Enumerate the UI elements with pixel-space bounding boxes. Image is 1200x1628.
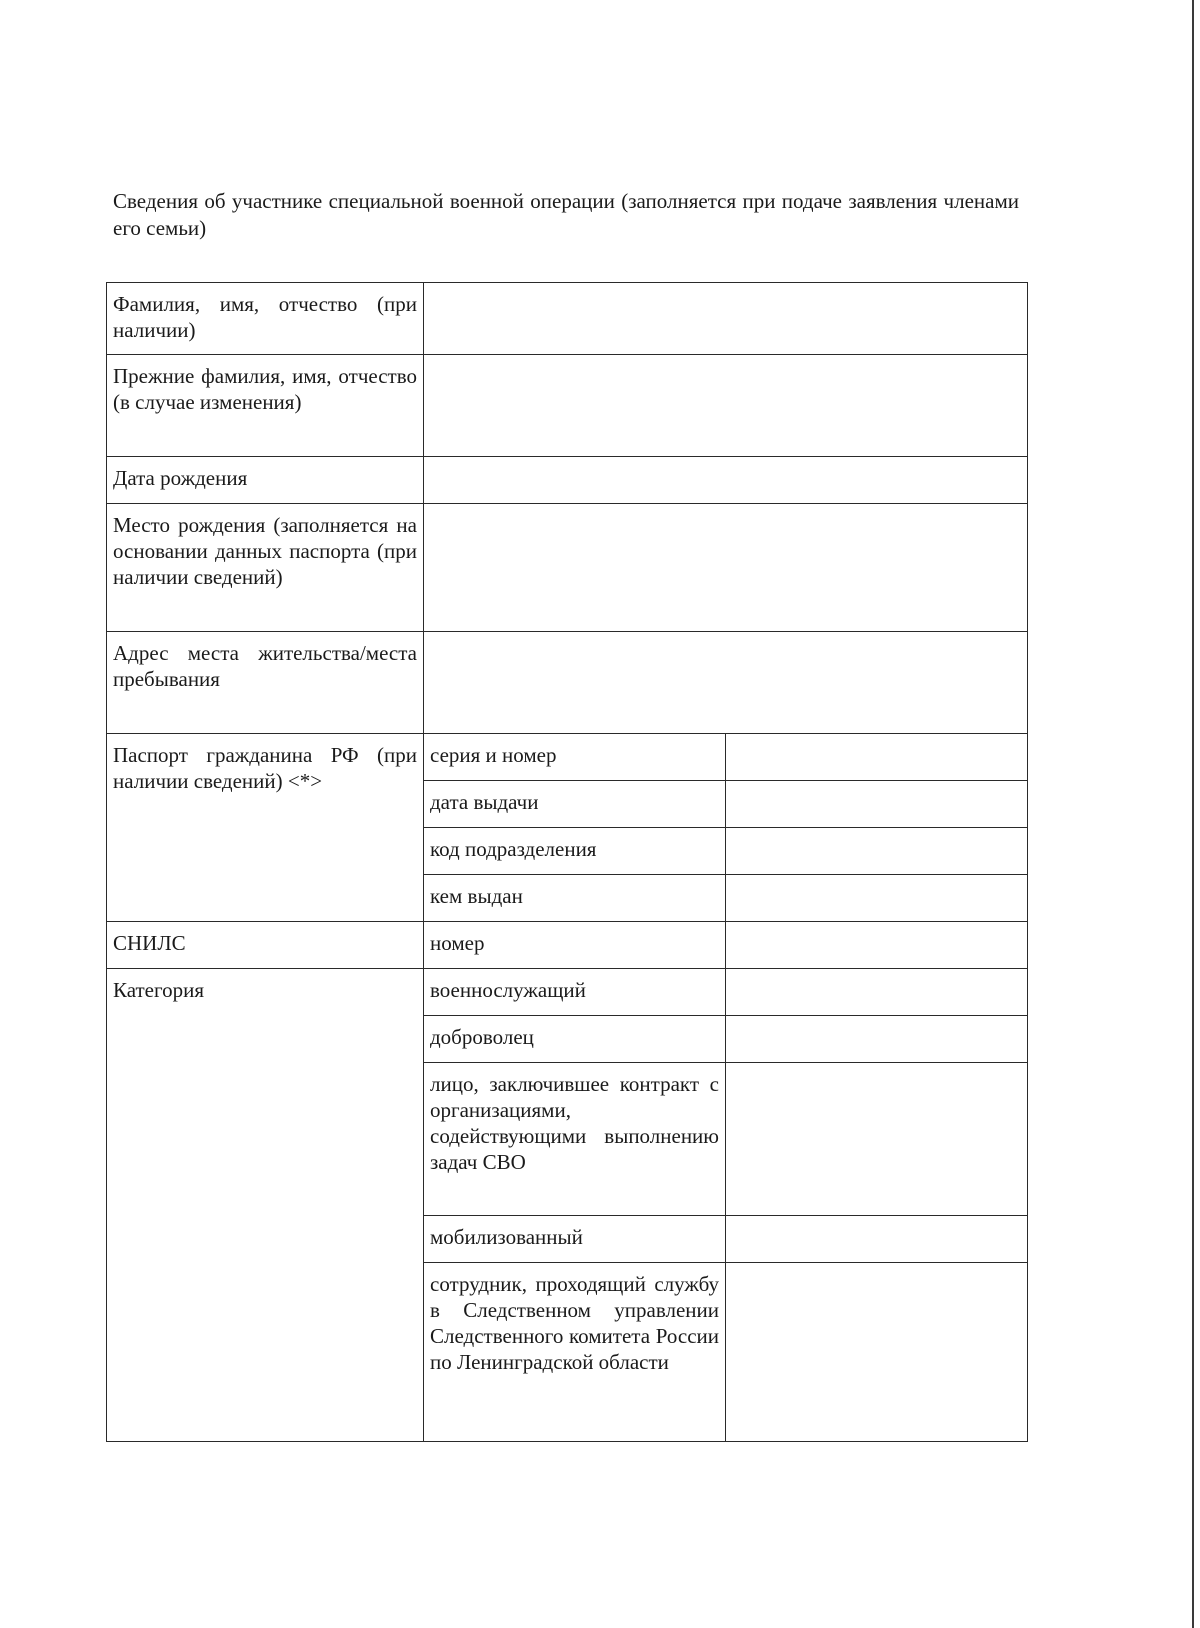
fio-label: Фамилия, имя, отчество (при наличии) — [107, 283, 424, 355]
category-contractor-input[interactable] — [726, 1063, 1028, 1216]
passport-series-number-label: серия и номер — [424, 734, 726, 781]
passport-issue-date-input[interactable] — [726, 781, 1028, 828]
category-label: Категория — [107, 969, 424, 1442]
passport-issue-date-label: дата выдачи — [424, 781, 726, 828]
page-edge — [1192, 0, 1194, 1628]
table-row — [107, 283, 1028, 355]
birth-place-input-cell[interactable] — [424, 504, 1028, 632]
passport-issued-by-input[interactable] — [726, 875, 1028, 922]
birth-date-input-cell[interactable] — [424, 457, 1028, 504]
passport-division-code-label: код подразделения — [424, 828, 726, 875]
address-label: Адрес места жительства/места пребывания — [107, 632, 424, 734]
category-mobilized-label: мобилизованный — [424, 1216, 726, 1263]
snils-number-label: номер — [424, 922, 726, 969]
table-row — [107, 504, 1028, 632]
category-contractor-label: лицо, заключившее контракт с организациями, содействующими выполнению задач СВО — [424, 1063, 726, 1216]
category-volunteer-label: доброволец — [424, 1016, 726, 1063]
category-volunteer-input[interactable] — [726, 1016, 1028, 1063]
prev-fio-label: Прежние фамилия, имя, отчество (в случае изменения) — [107, 355, 424, 457]
prev-fio-input-cell[interactable] — [424, 355, 1028, 457]
address-input-cell[interactable] — [424, 632, 1028, 734]
fio-input-cell[interactable] — [424, 283, 1028, 355]
birth-place-label: Место рождения (заполняется на основании данных паспорта (при наличии сведений) — [107, 504, 424, 632]
form-intro-heading: Сведения об участнике специальной военной операции (заполняется при подаче заявления членами его семьи) — [113, 189, 1019, 240]
passport-issued-by-label: кем выдан — [424, 875, 726, 922]
table-row — [107, 969, 1028, 1016]
passport-label: Паспорт гражданина РФ (при наличии сведений) <*> — [107, 734, 424, 922]
table-row — [107, 355, 1028, 457]
category-serviceman-input[interactable] — [726, 969, 1028, 1016]
category-investigative-officer-label: сотрудник, проходящий службу в Следственном управлении Следственного комитета России по Ленинградской области — [424, 1263, 726, 1442]
snils-number-input[interactable] — [726, 922, 1028, 969]
category-serviceman-label: военнослужащий — [424, 969, 726, 1016]
passport-division-code-input[interactable] — [726, 828, 1028, 875]
participant-info-table — [106, 282, 1028, 1442]
passport-series-number-input[interactable] — [726, 734, 1028, 781]
table-row — [107, 632, 1028, 734]
table-row — [107, 922, 1028, 969]
category-mobilized-input[interactable] — [726, 1216, 1028, 1263]
birth-date-label: Дата рождения — [107, 457, 424, 504]
table-row — [107, 734, 1028, 781]
snils-label: СНИЛС — [107, 922, 424, 969]
table-row — [107, 457, 1028, 504]
category-investigative-officer-input[interactable] — [726, 1263, 1028, 1442]
